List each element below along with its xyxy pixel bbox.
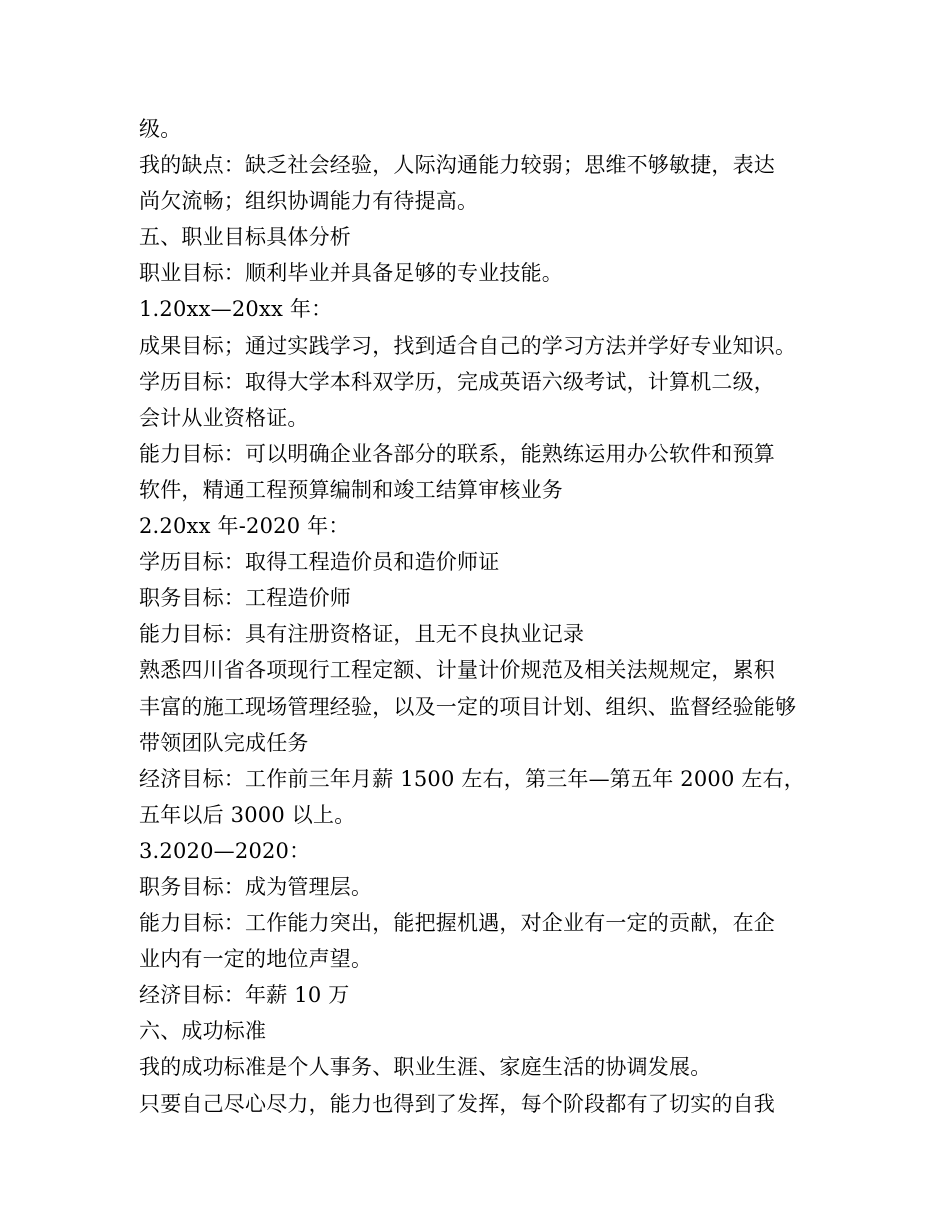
text-line: 级。 (139, 117, 182, 141)
text-line: 成果目标；通过实践学习，找到适合自己的学习方法并学好专业知识。 (139, 333, 797, 358)
text-line: 学历目标：取得大学本科双学历，完成英语六级考试，计算机二级， (139, 369, 775, 394)
text-line: 丰富的施工现场管理经验，以及一定的项目计划、组织、监督经验能够 (139, 694, 797, 719)
text-line: 3.2020—2020： (139, 838, 311, 863)
text-line: 尚欠流畅；组织协调能力有待提高。 (139, 189, 479, 214)
text-line: 能力目标：可以明确企业各部分的联系，能熟练运用办公软件和预算 (139, 441, 775, 466)
text-line: 我的缺点：缺乏社会经验，人际沟通能力较弱；思维不够敏捷，表达 (139, 153, 775, 178)
text-line: 带领团队完成任务 (139, 730, 309, 755)
text-line: 我的成功标准是个人事务、职业生涯、家庭生活的协调发展。 (139, 1055, 712, 1080)
text-line: 只要自己尽心尽力，能力也得到了发挥，每个阶段都有了切实的自我 (139, 1091, 775, 1116)
text-line: 经济目标：年薪 10 万 (139, 983, 350, 1008)
text-line: 五年以后 3000 以上。 (139, 802, 356, 827)
text-line: 经济目标：工作前三年月薪 1500 左右，第三年—第五年 2000 左右， (139, 766, 805, 791)
text-line: 职务目标：成为管理层。 (139, 874, 373, 899)
text-line: 能力目标：工作能力突出，能把握机遇，对企业有一定的贡献，在企 (139, 911, 775, 936)
section-heading: 五、职业目标具体分析 (139, 225, 351, 250)
text-line: 1.20xx—20xx 年： (139, 297, 333, 322)
text-line: 业内有一定的地位声望。 (139, 947, 373, 972)
text-line: 能力目标：具有注册资格证，且无不良执业记录 (139, 622, 585, 647)
text-line: 职业目标：顺利毕业并具备足够的专业技能。 (139, 261, 563, 286)
text-line: 2.20xx 年-2020 年： (139, 514, 350, 539)
text-line: 会计从业资格证。 (139, 405, 309, 430)
text-line: 熟悉四川省各项现行工程定额、计量计价规范及相关法规规定，累积 (139, 658, 775, 683)
text-line: 学历目标：取得工程造价员和造价师证 (139, 550, 500, 575)
section-heading: 六、成功标准 (139, 1019, 267, 1044)
text-line: 职务目标：工程造价师 (139, 586, 351, 611)
document-body (139, 111, 819, 1122)
text-line: 软件，精通工程预算编制和竣工结算审核业务 (139, 477, 563, 502)
